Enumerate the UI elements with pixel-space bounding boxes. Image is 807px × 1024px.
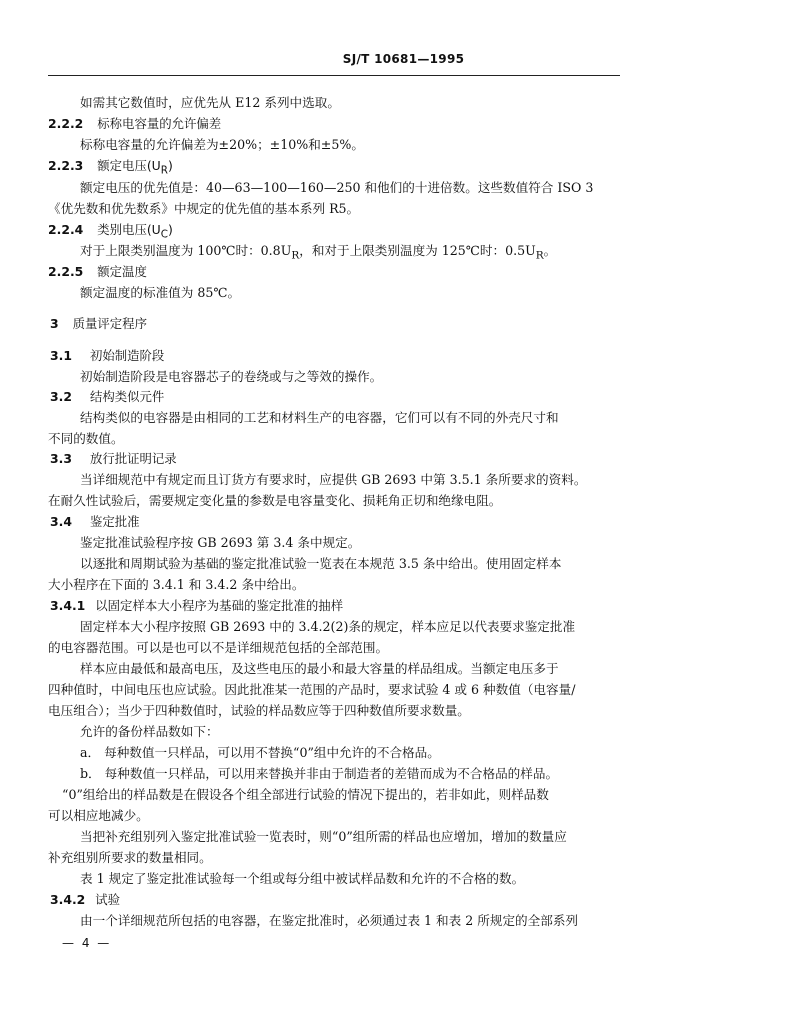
section-title: 质量评定程序 [72,316,147,331]
text-line: 可以相应地减少。 [48,808,149,823]
section-title: 结构类似元件 [89,389,165,404]
subscript: R [160,164,168,177]
text-line: 补充组别所要求的数量相同。 [48,850,212,865]
section-number: 2.2.3 [48,158,84,173]
paragraph-similar-components-cont: 不同的数值。 [48,431,124,446]
paragraph-similar-components: 结构类似的电容器是由相同的工艺和材料生产的电容器，它们可以有不同的外壳尺寸和 [80,410,559,425]
section-3-3-heading [50,451,177,467]
paragraph-tolerance: 标称电容量的允许偏差为±20%；±10%和±5%。 [80,137,364,152]
section-title: 鉴定批准 [89,514,140,529]
section-number: 3.3 [50,451,72,466]
text-line: 允许的备份样品数如下： [80,724,219,739]
section-number: 3.1 [50,348,72,363]
text-line: 样本应由最低和最高电压，及这些电压的最小和最大容量的样品组成。当额定电压多于 [80,661,559,676]
section-2-2-2-heading [48,116,221,132]
list-item-a: a． 每种数值一只样品，可以用不替换“0”组中允许的不合格品。 [80,745,440,760]
section-number: 3.4.1 [50,598,86,613]
paragraph-release-records: 当详细规范中有规定而且订货方有要求时，应提供 GB 2693 中第 3.5.1 条所要求的资料。 [80,472,587,487]
section-3-heading [50,316,147,332]
section-number: 3.2 [50,389,72,404]
text-line: 当把补充组别列入鉴定批准试验一览表时，则“0”组所需的样品也应增加，增加的数量应 [80,829,567,844]
text-line: 电压组合）；当少于四种数值时，试验的样品数应等于四种数值所要求数量。 [48,703,470,718]
section-title: 额定温度 [97,264,147,279]
section-number: 2.2.5 [48,264,84,279]
section-number: 2.2.2 [48,116,84,131]
paragraph-e12: 如需其它数值时，应优先从 E12 系列中选取。 [80,95,340,110]
section-3-1-heading [50,348,164,364]
text-line: “0”组给出的样品数是在假设各个组全部进行试验的情况下提出的，若非如此，则样品数 [62,787,549,802]
subscript: R [535,249,544,262]
section-number: 3 [50,316,59,331]
text-line: 表 1 规定了鉴定批准试验每一个组或每分组中被试样品数和允许的不合格的数。 [80,871,525,886]
section-title: 标称电容量的允许偏差 [97,116,222,131]
subscript: R [291,249,300,262]
paragraph-rated-voltage: 额定电压的优先值是：40—63—100—160—250 和他们的十进倍数。这些数值符合 ISO 3 [80,180,594,195]
paragraph-qualification-2: 以逐批和周期试验为基础的鉴定批准试验一览表在本规范 3.5 条中给出。使用固定样本 [80,556,562,571]
section-3-4-heading [50,514,140,530]
section-title: 初始制造阶段 [89,348,165,363]
section-title: 以固定样本大小程序为基础的鉴定批准的抽样 [95,598,344,613]
paragraph-rated-voltage-cont: 《优先数和优先数系》中规定的优先值的基本系列 R5。 [48,201,360,216]
section-2-2-5-heading [48,264,147,280]
document-header: SJ/T 10681—1995 [342,52,465,66]
section-2-2-3-heading [48,158,173,178]
section-2-2-4-heading [48,222,173,242]
list-item-b: b． 每种数值一只样品，可以用来替换并非由于制造者的差错而成为不合格品的样品。 [80,766,559,781]
section-title: 放行批证明记录 [89,451,177,466]
section-3-4-1-heading [50,598,343,614]
subscript: C [160,228,168,241]
section-title: 试验 [95,892,121,907]
paragraph-qualification: 鉴定批准试验程序按 GB 2693 第 3.4 条中规定。 [80,535,361,550]
paragraph-initial-stage: 初始制造阶段是电容器芯子的卷绕或与之等效的操作。 [80,369,383,384]
text-line: 四种值时，中间电压也应试验。因此批准某一范围的产品时，要求试验 4 或 6 种数值（电容量/ [48,682,576,697]
section-3-2-heading [50,389,164,405]
section-title: 额定电压(U [97,158,161,173]
section-number: 2.2.4 [48,222,84,237]
text-line: 固定样本大小程序按照 GB 2693 中的 3.4.2(2)条的规定，样本应足以代表要求鉴定批准 [80,619,576,634]
paragraph-rated-temperature: 额定温度的标准值为 85℃。 [80,285,241,300]
section-title-end: ) [167,222,173,237]
section-title: 类别电压(U [97,222,161,237]
section-number: 3.4 [50,514,72,529]
paragraph-qualification-3: 大小程序在下面的 3.4.1 和 3.4.2 条中给出。 [48,577,305,592]
section-title-end: ) [167,158,173,173]
header-rule [48,75,620,76]
text-part: 。 [543,243,557,258]
section-3-4-2-heading [50,892,120,908]
section-number: 3.4.2 [50,892,86,907]
page-number: — 4 — [62,936,112,950]
text-line: 的电容器范围。可以是也可以不是详细规范包括的全部范围。 [48,640,389,655]
paragraph-category-voltage [80,243,556,264]
paragraph-tests: 由一个详细规范所包括的电容器，在鉴定批准时，必须通过表 1 和表 2 所规定的全部系列 [80,913,579,928]
text-part: ，和对于上限类别温度为 125℃时：0.5U [299,243,536,258]
text-part: 对于上限类别温度为 100℃时：0.8U [80,243,292,258]
paragraph-release-records-cont: 在耐久性试验后，需要规定变化量的参数是电容量变化、损耗角正切和绝缘电阻。 [48,493,502,508]
